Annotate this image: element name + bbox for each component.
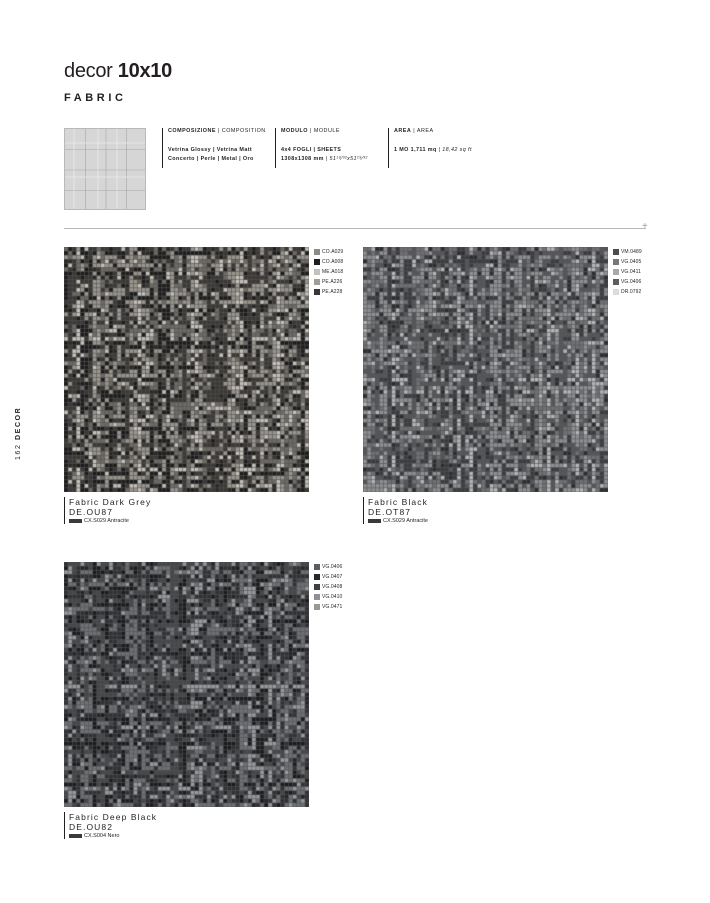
- swatch-code: VM.0489: [621, 248, 642, 255]
- swatch-item: [314, 277, 343, 287]
- spec-area-metric: 1 MO 1,711 mq: [394, 147, 437, 153]
- product-label-1: [64, 497, 151, 524]
- spec-module-sep: |: [325, 156, 328, 162]
- title-decor: decor: [64, 60, 113, 82]
- spec-area-sep: |: [438, 147, 441, 153]
- swatch-code: PE.A226: [322, 278, 343, 285]
- collection-name: FABRIC: [64, 92, 127, 104]
- swatch-code: DR.0792: [621, 288, 642, 295]
- swatch-list-3: [314, 562, 342, 612]
- spec-area-head-it: AREA: [394, 128, 412, 134]
- swatch-code: ME.A018: [322, 268, 344, 275]
- spec-composition-line1: Vetrina Glossy | Vetrina Matt: [168, 147, 253, 153]
- grout-color-bar: [368, 519, 381, 523]
- swatch-code: VG.0408: [322, 583, 343, 590]
- swatch-chip: [314, 594, 320, 600]
- swatch-chip: [613, 269, 619, 275]
- swatch-code: VG.0406: [621, 278, 642, 285]
- grout-info: [368, 518, 428, 524]
- product-code: DE.OU82: [69, 822, 114, 832]
- spec-module-head-en: MODULE: [313, 128, 340, 134]
- spec-module-size: 1308x1308 mm: [281, 156, 324, 162]
- grout-color-bar: [69, 519, 82, 523]
- spec-area: [388, 128, 472, 168]
- swatch-item: [613, 267, 642, 277]
- swatch-list-1: [314, 247, 343, 297]
- product-code: DE.OT87: [368, 507, 412, 517]
- swatch-chip: [314, 259, 320, 265]
- product-name: Fabric Deep Black: [69, 812, 158, 822]
- grout-name: CX.S004 Nero: [84, 833, 120, 839]
- swatch-code: CO.A008: [322, 258, 344, 265]
- spec-area-head-en: AREA: [416, 128, 434, 134]
- swatch-item: [314, 572, 342, 582]
- section-name: DECOR: [15, 406, 22, 440]
- swatch-chip: [314, 574, 320, 580]
- grout-name: CX.S029 Antracite: [84, 518, 129, 524]
- swatch-code: VG.0407: [322, 573, 343, 580]
- side-page-label: [15, 407, 22, 460]
- swatch-chip: [314, 279, 320, 285]
- swatch-item: [314, 582, 342, 592]
- swatch-code: VG.0405: [621, 258, 642, 265]
- swatch-code: PE.A228: [322, 288, 343, 295]
- grout-color-bar: [69, 834, 82, 838]
- product-code: DE.OU87: [69, 507, 114, 517]
- spec-module: [275, 128, 368, 168]
- swatch-item: [314, 562, 342, 572]
- swatch-chip: [613, 259, 619, 265]
- swatch-chip: [613, 279, 619, 285]
- spec-area-line1: [394, 147, 472, 153]
- mosaic-canvas: [64, 562, 309, 807]
- spec-module-head: MODULO | MODULE: [281, 128, 340, 134]
- swatch-item: [613, 257, 642, 267]
- swatch-code: CO.A029: [322, 248, 344, 255]
- swatch-code: VG.0411: [621, 268, 642, 275]
- swatch-item: [314, 287, 343, 297]
- swatch-code: VG.0406: [322, 563, 343, 570]
- product-label-2: [363, 497, 428, 524]
- mosaic-fabric-black: [363, 247, 608, 492]
- swatch-list-2: [613, 247, 642, 297]
- title-size: 10x10: [117, 60, 172, 82]
- spec-composition: [162, 128, 266, 168]
- swatch-chip: [613, 289, 619, 295]
- spec-composition-head: COMPOSIZIONE | COMPOSITION: [168, 128, 266, 134]
- module-grid-image: [65, 129, 146, 210]
- swatch-chip: [613, 249, 619, 255]
- swatch-chip: [314, 249, 320, 255]
- swatch-item: [314, 257, 343, 267]
- swatch-chip: [314, 584, 320, 590]
- swatch-item: [314, 602, 342, 612]
- grout-info: [69, 833, 157, 839]
- swatch-chip: [314, 289, 320, 295]
- swatch-chip: [314, 564, 320, 570]
- spec-module-imperial: 51¹⁹⁄³²x51¹⁹⁄³²: [329, 156, 368, 162]
- spec-composition-head-en: COMPOSITION: [221, 128, 266, 134]
- swatch-code: VG.0410: [322, 593, 343, 600]
- spec-area-head: AREA | AREA: [394, 128, 434, 134]
- product-name: Fabric Black: [368, 497, 428, 507]
- spec-module-line2: [281, 156, 368, 162]
- swatch-item: [314, 267, 343, 277]
- swatch-item: [314, 592, 342, 602]
- swatch-code: VG.0471: [322, 603, 343, 610]
- plus-icon: +: [642, 221, 648, 232]
- swatch-item: [613, 247, 642, 257]
- module-thumbnail: [64, 128, 146, 210]
- spec-module-head-it: MODULO: [281, 128, 308, 134]
- spec-composition-line2: Concerto | Perle | Metal | Oro: [168, 156, 254, 162]
- spec-composition-head-it: COMPOSIZIONE: [168, 128, 216, 134]
- product-name: Fabric Dark Grey: [69, 497, 152, 507]
- section-divider: [64, 228, 646, 229]
- spec-area-imperial: 18,42 sq ft: [442, 147, 472, 153]
- spec-module-line1: 4x4 FOGLI | SHEETS: [281, 147, 342, 153]
- mosaic-canvas: [363, 247, 608, 492]
- grout-info: [69, 518, 151, 524]
- page-number: 162: [15, 443, 22, 460]
- page-title: [64, 60, 172, 83]
- swatch-item: [314, 247, 343, 257]
- product-label-3: [64, 812, 157, 839]
- swatch-chip: [314, 269, 320, 275]
- mosaic-fabric-dark-grey: [64, 247, 309, 492]
- mosaic-canvas: [64, 247, 309, 492]
- mosaic-fabric-deep-black: [64, 562, 309, 807]
- grout-name: CX.S029 Antracite: [383, 518, 428, 524]
- swatch-item: [613, 287, 642, 297]
- swatch-item: [613, 277, 642, 287]
- swatch-chip: [314, 604, 320, 610]
